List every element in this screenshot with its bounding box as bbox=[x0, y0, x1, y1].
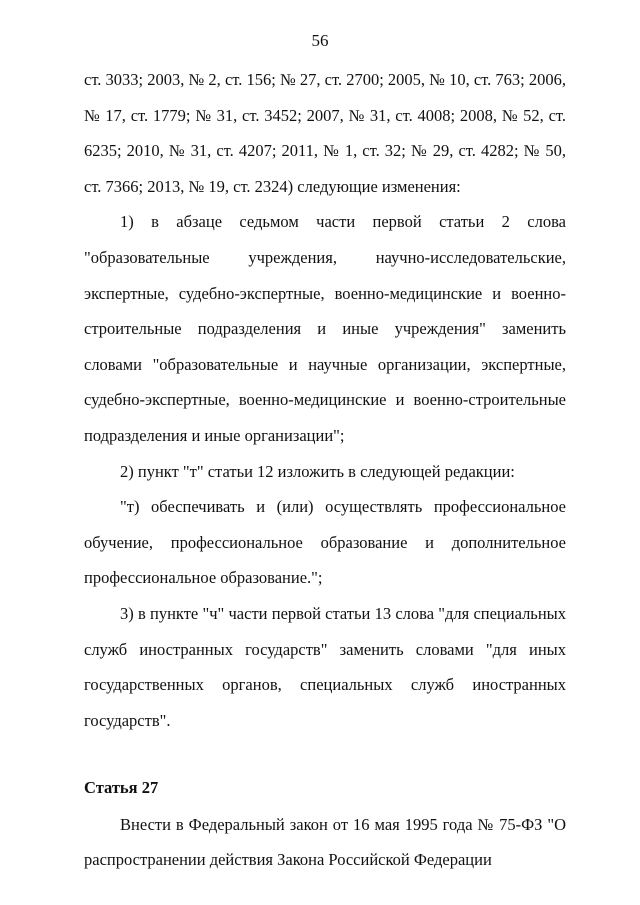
paragraph-continuation: ст. 3033; 2003, № 2, ст. 156; № 27, ст. 2700; 2005, № 10, ст. 763; 2006, № 17, ст. 1779; № 31, ст. 3452; 2007, № 31, ст. 4008; 2008, № 52, ст. 6235; 2010, № 31, ст. 4207; 2011, № 1, ст. 32; № 29, ст. 4282; № 50, ст. 7366; 2013, № 19, ст. 2324) следующие изменения: bbox=[84, 70, 566, 196]
article-text: Внести в Федеральный закон от 16 мая 1995 года № 75-ФЗ "О распространении действия Закона Российской Федерации bbox=[84, 814, 566, 870]
paragraph-amendment-3: 3) в пункте "ч" части первой статьи 13 слова "для специальных служб иностранных государств" заменить словами "для иных государственных органов, специальных служб иностранных государств". bbox=[84, 603, 566, 730]
paragraph-amendment-2-text: "т) обеспечивать и (или) осуществлять профессиональное обучение, профессиональное образование и дополнительное профессиональное образование."; bbox=[84, 497, 566, 588]
document-body bbox=[84, 62, 566, 878]
paragraph-amendment-1: 1) в абзаце седьмом части первой статьи 2 слова "образовательные учреждения, научно-исследовательские, экспертные, судебно-экспертные, военно-медицинские и военно-строительные подразделения и иные учреждения" заменить словами "образовательные и научные организации, экспертные, судебно-экспертные, военно-медицинские и военно-строительные подразделения и иные организации"; bbox=[84, 212, 566, 445]
page-number: 56 bbox=[311, 31, 329, 50]
article-heading: Статья 27 bbox=[84, 778, 159, 798]
paragraph-amendment-2: 2) пункт "т" статьи 12 изложить в следующей редакции: bbox=[120, 461, 515, 481]
